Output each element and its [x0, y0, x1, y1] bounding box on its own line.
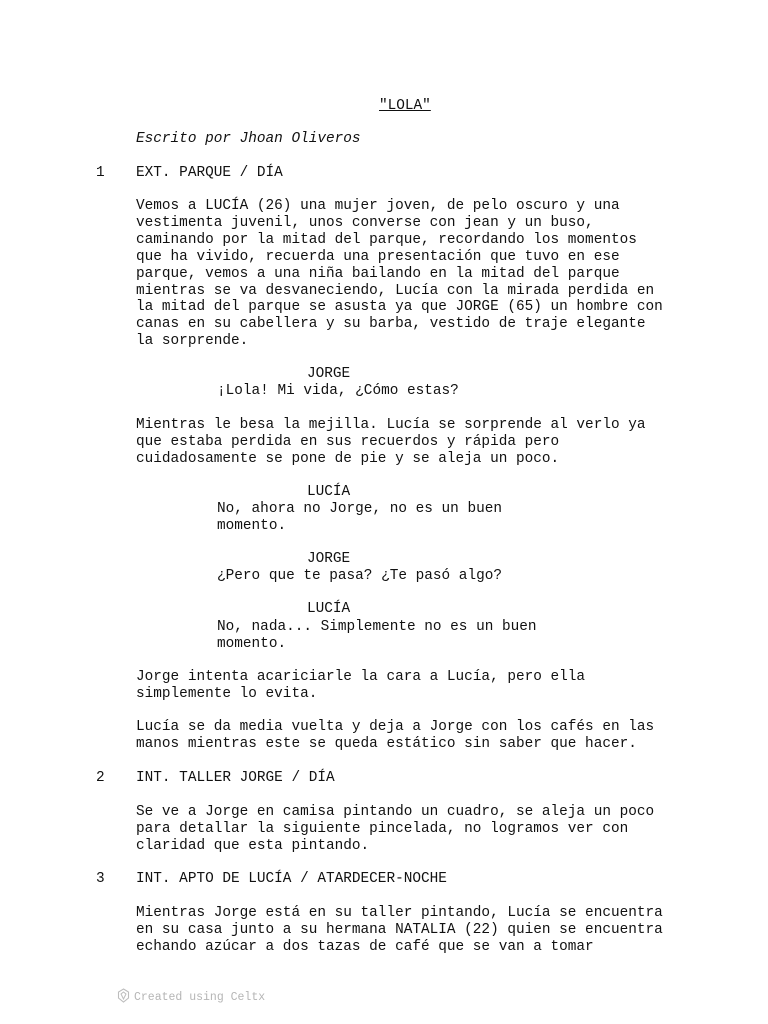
- dialogue-line: No, nada... Simplemente no es un buen momento.: [217, 619, 537, 652]
- footer-text: Created using Celtx: [134, 991, 266, 1004]
- scene-heading: INT. APTO DE LUCÍA / ATARDECER-NOCHE: [136, 871, 447, 887]
- action-paragraph: Mientras le besa la mejilla. Lucía se sorprende al verlo ya que estaba perdida en sus recuerdos y rápida pero cuidadosamente se pone de pie y se aleja un poco.: [136, 417, 646, 467]
- character-name: LUCÍA: [307, 601, 351, 617]
- action-paragraph: Lucía se da media vuelta y deja a Jorge con los cafés en las manos mientras este se queda estático sin saber que hacer.: [136, 719, 655, 752]
- scene-number: 3: [96, 871, 105, 887]
- celtx-logo-icon: [117, 988, 130, 1007]
- author-credit: Escrito por Jhoan Oliveros: [136, 131, 361, 147]
- dialogue-line: ¿Pero que te pasa? ¿Te pasó algo?: [217, 568, 502, 584]
- character-name: JORGE: [307, 551, 351, 567]
- character-name: LUCÍA: [307, 484, 351, 500]
- script-title: "LOLA": [379, 98, 431, 114]
- celtx-footer: [117, 988, 265, 1007]
- scene-number: 1: [96, 165, 105, 181]
- action-paragraph: Jorge intenta acariciarle la cara a Lucía, pero ella simplemente lo evita.: [136, 669, 586, 702]
- dialogue-line: No, ahora no Jorge, no es un buen momento.: [217, 501, 502, 534]
- character-name: JORGE: [307, 366, 351, 382]
- scene-heading: EXT. PARQUE / DÍA: [136, 165, 283, 181]
- scene-number: 2: [96, 770, 105, 786]
- scene-heading: INT. TALLER JORGE / DÍA: [136, 770, 335, 786]
- action-paragraph: Se ve a Jorge en camisa pintando un cuadro, se aleja un poco para detallar la siguiente pincelada, no logramos ver con claridad que esta pintando.: [136, 804, 655, 854]
- dialogue-line: ¡Lola! Mi vida, ¿Cómo estas?: [217, 383, 459, 399]
- action-paragraph: Vemos a LUCÍA (26) una mujer joven, de pelo oscuro y una vestimenta juvenil, unos converse con jean y un buso, caminando por la mitad del parque, recordando los momentos que ha vivido, recuerda una presentación que tuvo en ese parque, vemos a una niña bailando en la mitad del parque mientras se va desvaneciendo, Lucía con la mirada perdida en la mitad del parque se asusta ya que JORGE (65) un hombre con canas en su cabellera y su barba, vestido de traje elegante la sorprende.: [136, 198, 663, 350]
- action-paragraph: Mientras Jorge está en su taller pintando, Lucía se encuentra en su casa junto a su hermana NATALIA (22) quien se encuentra echando azúcar a dos tazas de café que se van a tomar: [136, 905, 663, 955]
